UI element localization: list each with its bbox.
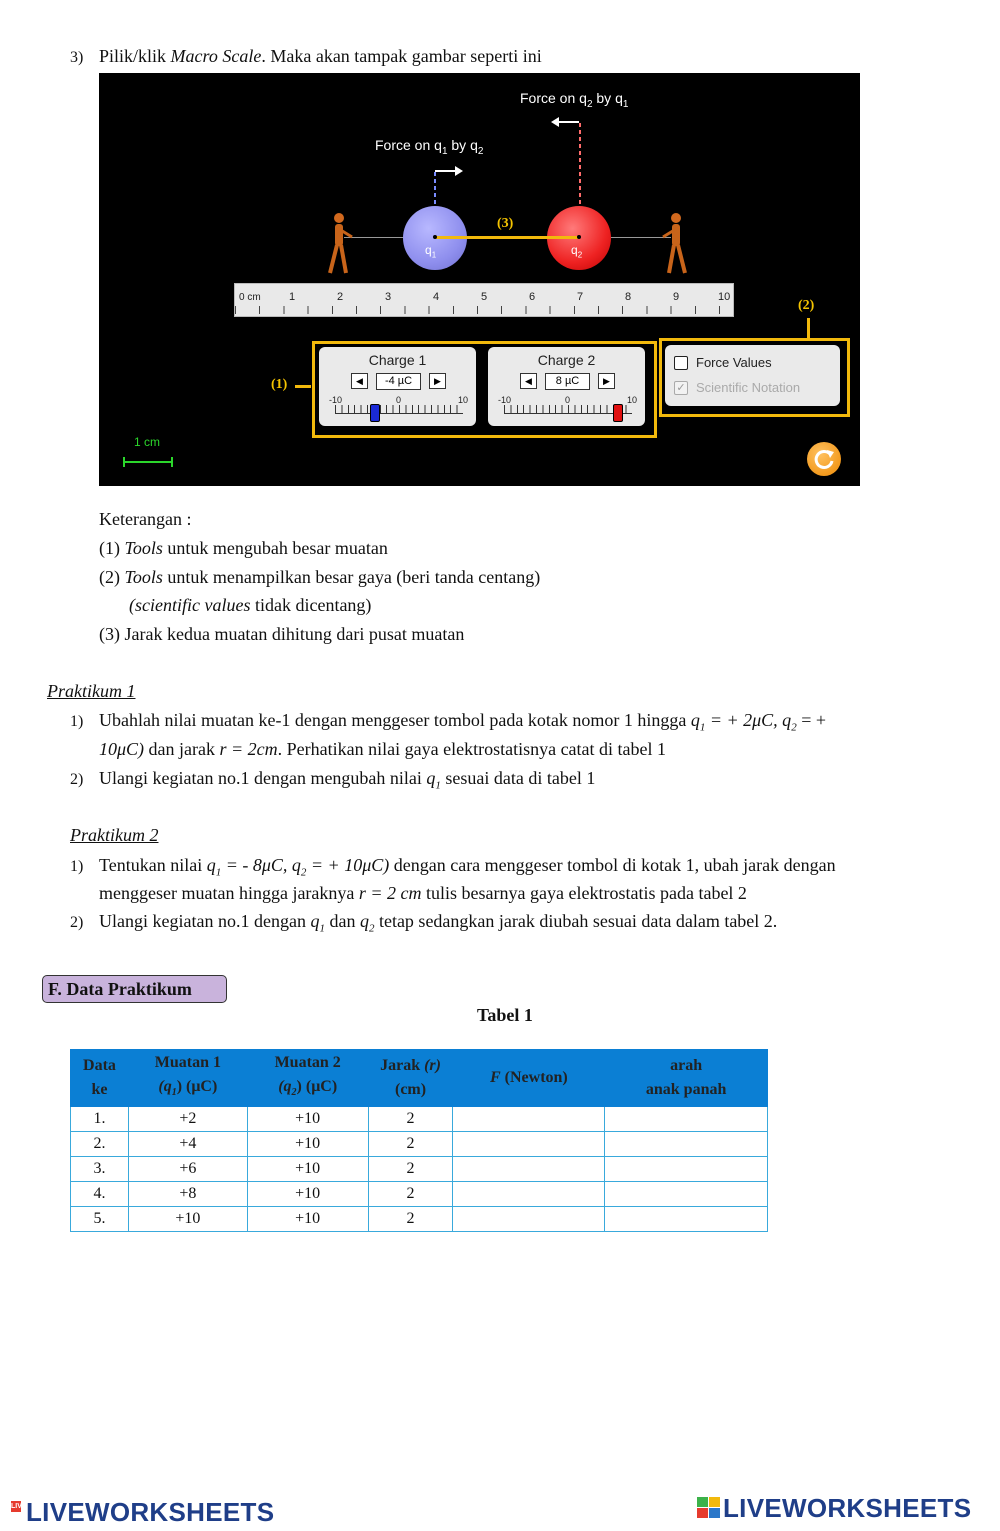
ruler-label-6: 6 [529, 291, 536, 303]
scientific-notation-checkbox[interactable]: ✓ [674, 381, 688, 395]
distance-bar [435, 236, 579, 239]
scale-bar [124, 461, 172, 463]
cell-arah-input[interactable] [605, 1107, 768, 1132]
cell-force-input[interactable] [453, 1132, 605, 1157]
q2-label: $q_2$ [571, 243, 583, 260]
logo-text-right: LIVEWORKSHEETS [723, 1493, 972, 1523]
keterangan-2: (2) Tools untuk menampilkan besar gaya (beri tanda centang) [99, 567, 541, 587]
ruler-ticks [235, 306, 733, 314]
step-text-post: . Maka akan tampak gambar seperti ini [261, 46, 542, 66]
step-number: 3) [70, 49, 84, 66]
cell-r: 2 [368, 1182, 453, 1207]
charge1-min: -10 [329, 395, 343, 405]
charge2-title: Charge 2 [537, 352, 596, 368]
praktikum1-item1: 1) Ubahlah nilai muatan ke-1 dengan menggeser tombol pada kotak nomor 1 hingga $q_1$ = + 2μC, $q_2$ = + [70, 710, 826, 734]
ruler-label-5: 5 [481, 291, 488, 303]
cell-q2: +10 [247, 1182, 368, 1207]
ruler-label-7: 7 [577, 291, 584, 303]
coulomb-simulation [99, 73, 860, 486]
logo-badge-icon-right [697, 1497, 721, 1519]
col-header-muatan1: Muatan 1 $(q_1)$ (μC) [128, 1050, 247, 1107]
charge2-decrease-button[interactable]: ◀ [520, 373, 537, 389]
ruler-label-4: 4 [433, 291, 440, 303]
cell-arah-input[interactable] [605, 1157, 768, 1182]
step-text-pre: Pilik/klik [99, 46, 171, 66]
q2-center-dot [577, 235, 581, 239]
puller-left-icon [324, 211, 354, 279]
cell-force-input[interactable] [453, 1157, 605, 1182]
scale-bar-end-right [171, 457, 173, 467]
keterangan-1: (1) Tools untuk mengubah besar muatan [99, 538, 388, 558]
step-3-line [70, 44, 542, 70]
keterangan-3: (3) Jarak kedua muatan dihitung dari pusat muatan [99, 624, 465, 644]
cell-q2: +10 [247, 1107, 368, 1132]
marker-2-line [807, 318, 810, 338]
step-text-em: Macro Scale [170, 46, 262, 66]
force-on-q2-label: Force on $q_2$ by $q_1$ [520, 90, 629, 110]
cell-q1: +4 [128, 1132, 247, 1157]
charge2-max: 10 [627, 395, 638, 405]
ruler-label-1: 1 [289, 291, 296, 303]
cell-no: 3. [71, 1157, 129, 1182]
cell-no: 5. [71, 1207, 129, 1232]
cell-q1: +6 [128, 1157, 247, 1182]
keterangan-2b: (scientific values tidak dicentang) [129, 595, 372, 615]
table1-caption: Tabel 1 [477, 1005, 533, 1025]
reset-icon [807, 442, 841, 476]
cell-force-input[interactable] [453, 1207, 605, 1232]
col-header-jarak: Jarak (r) (cm) [368, 1050, 453, 1107]
cell-q2: +10 [247, 1207, 368, 1232]
praktikum2-item1: 1) Tentukan nilai $q_1$ = - 8μC, $q_2$ = + 10μC) dengan cara menggeser tombol di kotak 1, ubah jarak dengan [70, 855, 836, 879]
keterangan-title: Keterangan : [99, 509, 192, 529]
table-row [71, 1132, 768, 1157]
cell-q2: +10 [247, 1157, 368, 1182]
cell-r: 2 [368, 1132, 453, 1157]
scientific-notation-label: Scientific Notation [696, 380, 801, 395]
options-panel [665, 345, 840, 406]
cell-force-input[interactable] [453, 1107, 605, 1132]
cell-q1: +10 [128, 1207, 247, 1232]
charge1-decrease-button[interactable]: ◀ [351, 373, 368, 389]
ruler-label-10: 10 [718, 291, 731, 303]
ruler-label-9: 9 [673, 291, 680, 303]
ruler-label-8: 8 [625, 291, 632, 303]
cell-no: 4. [71, 1182, 129, 1207]
praktikum1-title: Praktikum 1 [47, 681, 136, 701]
ruler-label-0: 0 cm [239, 292, 261, 303]
ruler-label-3: 3 [385, 291, 392, 303]
marker-1-line [295, 385, 311, 388]
ruler[interactable] [234, 283, 734, 317]
marker-2: (2) [798, 298, 815, 313]
charge1-mid: 0 [396, 395, 402, 405]
force-values-label: Force Values [696, 355, 772, 370]
cell-arah-input[interactable] [605, 1207, 768, 1232]
charge1-panel [319, 347, 476, 426]
charge1-slider-thumb[interactable] [370, 404, 380, 422]
cell-q2: +10 [247, 1132, 368, 1157]
charge2-value[interactable]: 8 µC [545, 373, 590, 390]
charge2-mid: 0 [565, 395, 571, 405]
marker-1: (1) [271, 377, 288, 392]
cell-force-input[interactable] [453, 1182, 605, 1207]
praktikum2-item2: 2) Ulangi kegiatan no.1 dengan $q_1$ dan $q_2$ tetap sedangkan jarak diubah sesuai data dalam tabel 2. [70, 911, 778, 935]
praktikum2-title: Praktikum 2 [70, 825, 159, 845]
charge1-title: Charge 1 [368, 352, 427, 368]
praktikum1-item1-line2: 10μC) dan jarak r = 2cm. Perhatikan nilai gaya elektrostatisnya catat di tabel 1 [99, 739, 667, 759]
table-row [71, 1107, 768, 1132]
cell-r: 2 [368, 1157, 453, 1182]
col-header-data: Data ke [71, 1050, 129, 1107]
charge1-max: 10 [458, 395, 469, 405]
col-header-muatan2: Muatan 2 $(q_2)$ (μC) [247, 1050, 368, 1107]
marker-3: (3) [497, 216, 514, 231]
force-values-checkbox[interactable] [674, 356, 688, 370]
puller-right-icon [661, 211, 691, 279]
q1-label: $q_1$ [425, 243, 437, 260]
section-f-heading [42, 975, 227, 1003]
charge1-slider-track[interactable] [335, 405, 463, 414]
reset-button[interactable] [807, 442, 841, 476]
logo-text-left: LIVEWORKSHEETS [26, 1497, 275, 1527]
charge2-slider-thumb[interactable] [613, 404, 623, 422]
col-header-arah: arah anak panah [605, 1050, 768, 1107]
cell-no: 2. [71, 1132, 129, 1157]
scale-bar-end-left [123, 457, 125, 467]
charge2-panel [488, 347, 645, 426]
table-row [71, 1157, 768, 1182]
cell-r: 2 [368, 1107, 453, 1132]
scale-label: 1 cm [134, 435, 161, 449]
table-row [71, 1207, 768, 1232]
cell-arah-input[interactable] [605, 1132, 768, 1157]
ruler-label-2: 2 [337, 291, 344, 303]
section-f-title: F. Data Praktikum [48, 979, 192, 999]
cell-arah-input[interactable] [605, 1182, 768, 1207]
q1-center-dot [433, 235, 437, 239]
logo-badge-icon: LIVE [11, 1503, 27, 1510]
table-row [71, 1182, 768, 1207]
table1 [70, 1049, 768, 1232]
cell-r: 2 [368, 1207, 453, 1232]
praktikum1-item2: 2) Ulangi kegiatan no.1 dengan mengubah nilai $q_1$ sesuai data di tabel 1 [70, 768, 596, 792]
cell-q1: +2 [128, 1107, 247, 1132]
charge2-increase-button[interactable]: ▶ [598, 373, 615, 389]
charge1-value[interactable]: -4 µC [376, 373, 421, 390]
force-on-q1-label: Force on $q_1$ by $q_2$ [375, 137, 484, 157]
charge1-increase-button[interactable]: ▶ [429, 373, 446, 389]
charge2-min: -10 [498, 395, 512, 405]
praktikum2-item1-line2: menggeser muatan hingga jaraknya r = 2 cm tulis besarnya gaya elektrostatis pada tabel 2 [99, 883, 747, 903]
col-header-force: F (Newton) [453, 1050, 605, 1107]
cell-q1: +8 [128, 1182, 247, 1207]
cell-no: 1. [71, 1107, 129, 1132]
